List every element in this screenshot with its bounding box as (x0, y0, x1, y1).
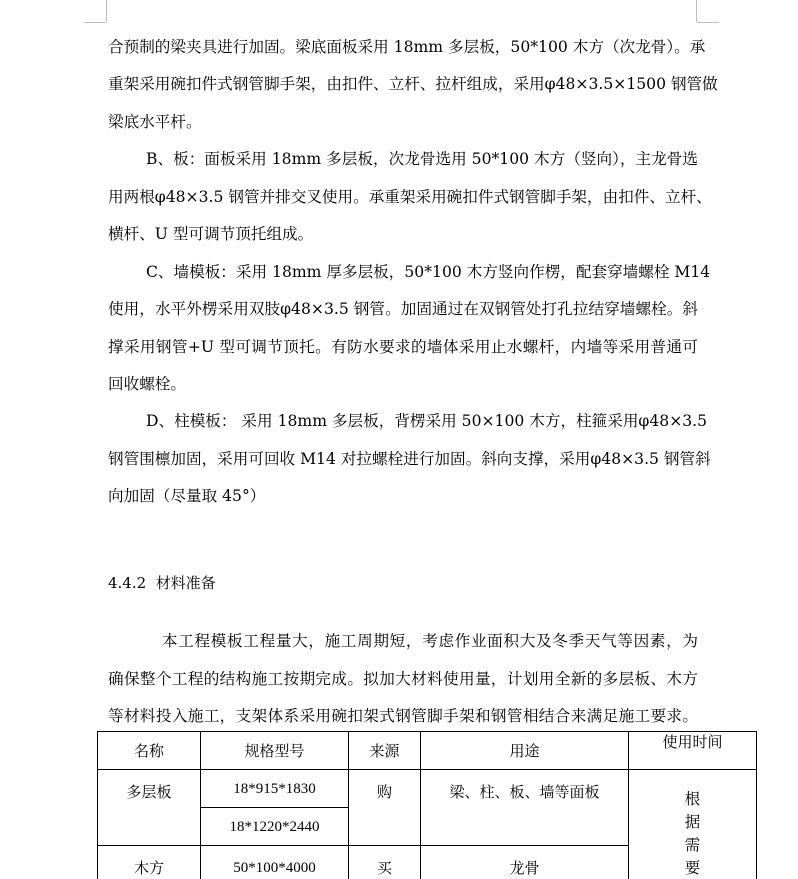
paragraph-beam-line: 梁底水平杆。 (108, 113, 202, 131)
header-use: 用途 (421, 732, 629, 770)
header-source: 来源 (349, 732, 421, 770)
paragraph-slab-line: 用两根φ48×3.5 钢管并排交叉使用。承重架采用碗扣件式钢管脚手架，由扣件、立杆、 (108, 188, 712, 206)
table-row (98, 770, 757, 808)
crop-mark-top-left (84, 22, 106, 23)
paragraph-column-line: 钢管围檩加固，采用可回收 M14 对拉螺栓进行加固。斜向支撑，采用φ48×3.5 钢管斜 (108, 450, 711, 468)
crop-mark-top-right (697, 22, 719, 23)
cell-timber-use: 龙骨 (421, 846, 629, 879)
section-heading (108, 571, 216, 595)
cell-timber-spec: 50*100*4000 (201, 846, 349, 879)
materials-table (97, 731, 757, 879)
header-time: 使用时间 (629, 732, 757, 770)
paragraph-materials-line: 等材料投入施工，支架体系采用碗扣架式钢管脚手架和钢管相结合来满足施工要求。 (108, 707, 698, 725)
paragraph-slab-line: 横杆、U 型可调节顶托组成。 (108, 225, 314, 243)
paragraph-slab-line: B、板：面板采用 18mm 多层板，次龙骨选用 50*100 木方（竖向），主龙骨选 (146, 150, 698, 168)
paragraph-beam-line: 合预制的梁夹具进行加固。梁底面板采用 18mm 多层板，50*100 木方（次龙骨）。承 (108, 38, 706, 56)
table-header-row (98, 732, 757, 770)
section-title: 材料准备 (155, 574, 216, 592)
paragraph-wall-line: 使用，水平外楞采用双肢φ48×3.5 钢管。加固通过在双钢管处打孔拉结穿墙螺栓。斜 (108, 300, 698, 318)
paragraph-column-line: 向加固（尽量取 45°） (108, 487, 266, 505)
paragraph-column-line: D、柱模板： 采用 18mm 多层板，背楞采用 50×100 木方，柱箍采用φ48×3.5 (146, 412, 708, 430)
cell-plywood-spec: 18*1220*2440 (201, 808, 349, 846)
cell-plywood-use: 梁、柱、板、墙等面板 (421, 770, 629, 846)
cell-timber-name: 木方 (98, 846, 201, 879)
crop-mark-top-left (106, 0, 107, 22)
paragraph-beam-line: 重架采用碗扣件式钢管脚手架，由扣件、立杆、拉杆组成，采用φ48×3.5×1500 钢管做 (108, 75, 718, 93)
crop-mark-top-right (696, 0, 697, 22)
paragraph-wall-line: C、墙模板：采用 18mm 厚多层板，50*100 木方竖向作楞，配套穿墙螺栓 M14 (146, 263, 711, 281)
paragraph-materials-line: 本工程模板工程量大，施工周期短，考虑作业面积大及冬季天气等因素，为 (162, 632, 698, 650)
cell-time (629, 770, 757, 879)
paragraph-wall-line: 回收螺栓。 (108, 375, 186, 393)
paragraph-wall-line: 撑采用钢管+U 型可调节顶托。有防水要求的墙体采用止水螺杆，内墙等采用普通可 (108, 338, 698, 356)
cell-plywood-name: 多层板 (98, 770, 201, 846)
cell-time-text: 根据需要 (684, 790, 701, 877)
header-name: 名称 (98, 732, 201, 770)
paragraph-materials-line: 确保整个工程的结构施工按期完成。拟加大材料使用量，计划用全新的多层板、木方 (108, 670, 698, 688)
section-number: 4.4.2 (108, 574, 147, 592)
cell-plywood-source: 购 (349, 770, 421, 846)
cell-plywood-spec: 18*915*1830 (201, 770, 349, 808)
header-spec: 规格型号 (201, 732, 349, 770)
cell-timber-source: 买 (349, 846, 421, 879)
